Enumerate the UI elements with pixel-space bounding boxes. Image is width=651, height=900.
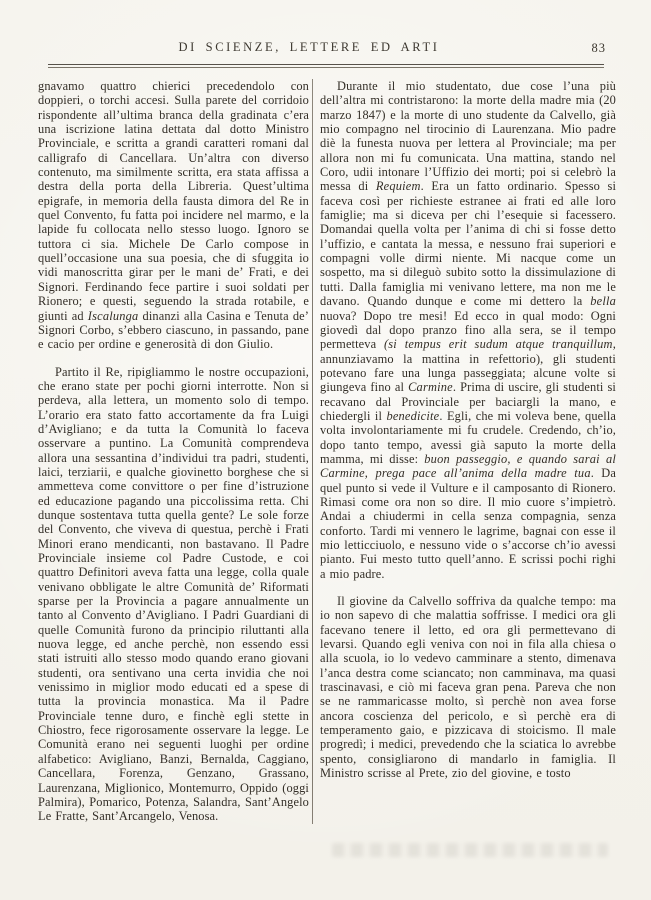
header-rule [48,64,604,68]
column-divider [312,79,313,824]
body-text: . Era un fatto ordinario. Spesso si faceva così per richieste estranee ai frati ed alle loro famiglie; ma si diceva per chi l’esequie si facessero. Domandai quella volta per l’anima di chi si fosse detto l’uffizio, e cantata la messa, e nessuno frai superiori e compagni volle dirmi niente. Mi nacque come un sospetto, ma si dileguò subito sotto la dissimulazione di tutti. Dalla famiglia mi venivano lettere, ma non me le davano. Quando dunque e come mi dettero la [320,179,617,309]
body-text: gnavamo quattro chierici precedendolo con doppieri, o torchi accesi. Sulla parete del corridoio rispondente all’ultima branca della gradinata c’era una iscrizione latina dettata dal dotto Ministro Provinciale, e scritta a grandi caratteri romani dal calligrafo di Cancellara. Un’altra con diverso contenuto, ma similmente scritta, era stata affissa a destra della porta della Libreria. Quest’ultima epigrafe, in memoria della fausta dimora del Re in quel Convento, fu fatta poi incidere nel marmo, e la lapide fu collocata nello stesso luogo. Ignoro se tuttora ci sia. Michele De Carlo compose in quell’occasione una sua poesia, che di sfuggita io vidi manoscritta girar per le mani de’ Frati, e dei Signori. Ferdinando fece partire i suoi soldati per Rionero; e questi, seguendo la strada rotabile, e giunti ad [38,79,309,323]
page-number: 83 [591,41,606,55]
body-text: Il giovine da Calvello soffriva da qualche tempo: ma io non sapevo di che malattia soffrisse. I medici ora gli facevano tenere il letto, ed ora gli permettevano di levarsi. Quando egli veniva con noi in fila alla chiesa o alla scuola, io lo vedevo camminare a stento, dimenava l’anca destra come sciancato; non camminava, ma quasi trascinavasi, e ciò mi faceva gran pena. Pareva che non se ne rammaricasse molto, sì perchè non avea forse ancora coscienza del pericolo, e sì perchè era di temperamento gaio, e pizzicava di stoicismo. Il male progredì; i medici, prevedendo che la sciatica lo avrebbe spento, consigliarono di mandarlo in famiglia. Il Ministro scrisse al Prete, zio del giovine, e tosto [320,594,616,781]
right-column [320,79,616,824]
body-text: . Prima di uscire, gli studenti si recavano dal Provinciale per baciargli la mano, e chiedergli il [320,380,616,423]
paragraph [38,79,309,352]
text-columns [38,79,616,824]
italic-text: Carmine [408,380,453,395]
italic-text: (si tempus erit sudum atque tranquillum, [383,337,616,352]
left-column [38,79,309,824]
paragraph [320,79,616,581]
italic-text: benedicite [386,408,440,423]
italic-text: Iscalunga [87,308,139,323]
paragraph [38,365,309,824]
body-text: . Da quel punto si vede il Vulture e il camposanto di Rionero. Rimasi come ora non so dire. Il mio cuore s’impietrò. Andai a chiudermi in cella senza compagnia, senza conforto. Tardi mi vennero le lagrime, bagnai con esse il mio letticciuolo, e nessuno vide o s’accorse ch’io avessi pianto. Fui mesto tutto quell’anno. E scrissi pochi righi a mio padre. [320,466,616,581]
body-text: Durante il mio studentato, due cose l’una più dell’altra mi contristarono: la morte della madre mia (20 marzo 1847) e la morte di uno studente da Calvello, già mio compagno nel tirocinio di Laurenzana. Mio padre diè la funesta nuova per lettera al Provinciale; ma per allora non mi fu comunicata. Una mattina, stando nel Coro, udii intonare l’Uffizio dei morti; poi si celebrò la messa di [320,79,616,194]
body-text: . Egli, che mi voleva bene, quella volta involontariamente mi fu crudele. Credendo, ch’io, dopo tanto tempo, avessi già saputo la morte della mamma, mi disse: [320,408,616,466]
body-text: Partito il Re, ripigliammo le nostre occupazioni, che erano state per pochi giorni interrotte. Non si perdeva, alla lettera, un momento solo di tempo. L’orario era stato fatto accortamente da fra Luigi d’Avigliano; e da tutta la Comunità lo faceva osservare a puntino. La Comunità comprendeva allora una sessantina d’individui tra padri, studenti, laici, terziarii, e qualche giovinetto borghese che si ammetteva come convittore o per fine d’istruzione ed educazione pagando una piccolissima retta. Chi dunque sostentava tutta quella gente? Le sole forze del Convento, che viveva di questua, perchè i Frati Minori erano mendicanti, non bastavano. Il Padre Provinciale insieme col Padre Custode, e coi quattro Definitori aveva fatta una legge, colla quale venivano obbligate le altre Comunità de’ Riformati sparse per la Provincia a pagare annualmente un tanto al Convento d’Avigliano. I Padri Guardiani di quelle Comunità furono da principio riluttanti alla nuova legge, ed anche perchè, non essendo essi stati istruiti allo stesso modo quando erano giovani studenti, ora sentivano una certa invidia che noi venissimo in miglior modo educati ed a spese di tutta la provincia monastica. Ma il Padre Provinciale tenne duro, e finchè egli stette in Chiostro, fece rigorosamente osservare la legge. Le Comunità erano nei seguenti luoghi per ordine alfabetico: Avigliano, Banzi, Bernalda, Caggiano, Cancellara, Forenza, Genzano, Grassano, Laurenzana, Miglionico, Montemurro, Oppido (oggi Palmira), Pomarico, Potenza, Salandra, Sant’Angelo Le Fratte, Sant’Arcangelo, Venosa. [38,364,309,824]
running-title: DI SCIENZE, LETTERE ED ARTI [178,40,440,54]
italic-text: Requiem [375,179,421,194]
body-text: dinanzi alla Casina e Tenuta de’ Signori Corbo, s’ebbero ciascuno, in passando, pane e cacio per ordine e generosità di don Giulio. [38,308,310,352]
italic-text: bella [590,294,616,309]
body-text: annunziavamo la mattina in refettorio), gli studenti potevano fare una lunga passeggiata; alcune volte si giungeva fino al [320,351,616,395]
show-through-artifact [332,843,608,857]
body-text: nuova? Dopo tre mesi! Ed ecco in qual modo: Ogni giovedì dal dopo pranzo fino alla sera, se il tempo permetteva [320,308,616,352]
paragraph [320,594,616,780]
page-header [38,40,608,58]
italic-text: buon passeggio, e quando sarai al Carmine, prega pace all’anima della madre tua [320,451,616,481]
